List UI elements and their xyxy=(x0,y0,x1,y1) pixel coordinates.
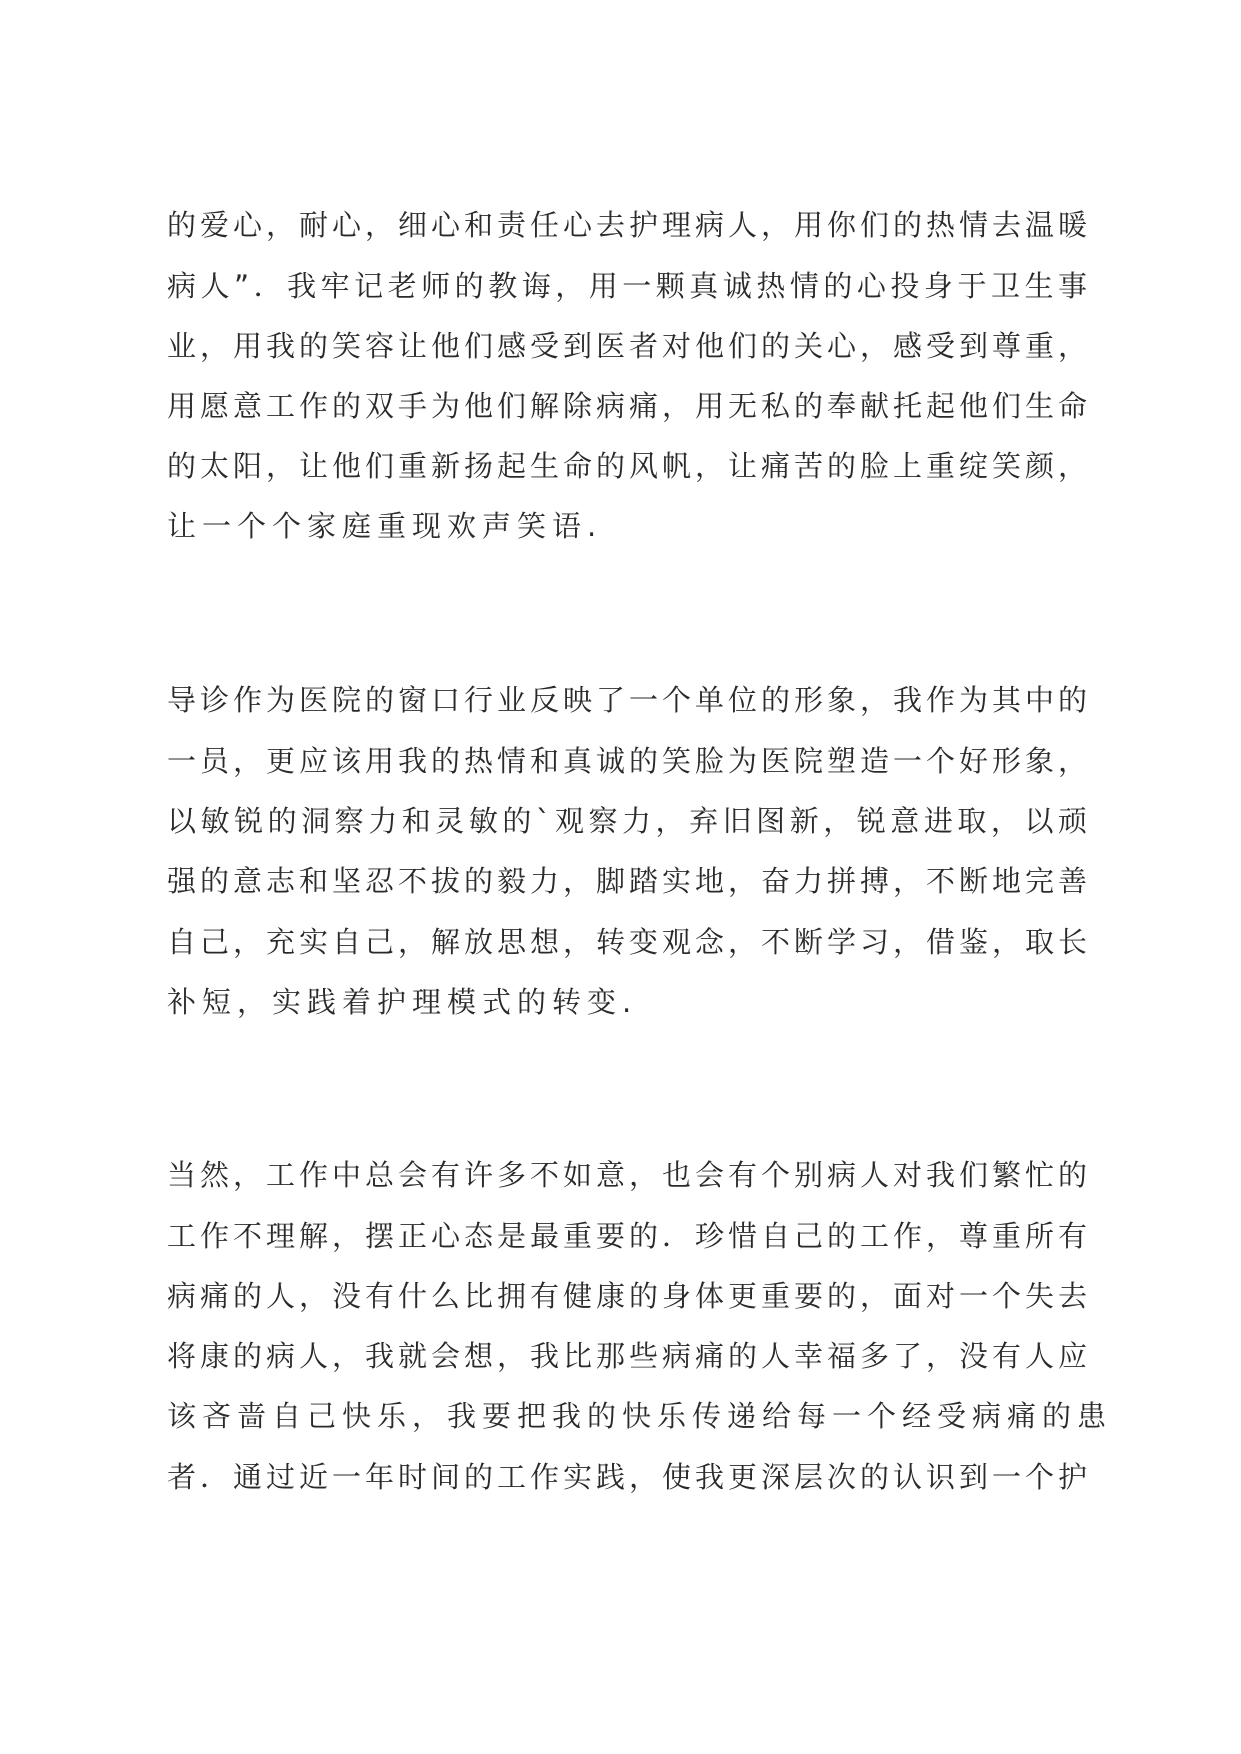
text-line: 导诊作为医院的窗口行业反映了一个单位的形象，我作为其中的 xyxy=(167,683,1087,717)
text-line: 将康的病人，我就会想，我比那些病痛的人幸福多了，没有人应 xyxy=(167,1339,1087,1373)
text-line: 让一个个家庭重现欢声笑语. xyxy=(167,509,603,543)
text-line: 一员，更应该用我的热情和真诚的笑脸为医院塑造一个好形象， xyxy=(167,744,1087,778)
text-line: 自己，充实自己，解放思想，转变观念，不断学习，借鉴，取长 xyxy=(167,925,1087,959)
text-line: 补短，实践着护理模式的转变. xyxy=(167,985,638,1019)
text-line: 者．通过近一年时间的工作实践，使我更深层次的认识到一个护 xyxy=(167,1460,1087,1494)
text-line: 强的意志和坚忍不拔的毅力，脚踏实地，奋力拼搏，不断地完善 xyxy=(167,864,1087,898)
text-line: 业，用我的笑容让他们感受到医者对他们的关心，感受到尊重， xyxy=(167,329,1087,363)
text-line: 该吝啬自己快乐，我要把我的快乐传递给每一个经受病痛的患 xyxy=(167,1399,1113,1433)
text-line: 病痛的人，没有什么比拥有健康的身体更重要的，面对一个失去 xyxy=(167,1279,1087,1313)
text-line: 病人”．我牢记老师的教诲，用一颗真诚热情的心投身于卫生事 xyxy=(167,269,1087,303)
text-line: 以敏锐的洞察力和灵敏的`观察力，弃旧图新，锐意进取，以顽 xyxy=(167,804,1087,838)
text-line: 当然，工作中总会有许多不如意，也会有个别病人对我们繁忙的 xyxy=(167,1158,1087,1192)
text-line: 的太阳，让他们重新扬起生命的风帆，让痛苦的脸上重绽笑颜， xyxy=(167,449,1087,483)
text-line: 用愿意工作的双手为他们解除病痛，用无私的奉献托起他们生命 xyxy=(167,389,1087,423)
text-line: 的爱心，耐心，细心和责任心去护理病人，用你们的热情去温暖 xyxy=(167,208,1087,242)
text-line: 工作不理解，摆正心态是最重要的．珍惜自己的工作，尊重所有 xyxy=(167,1219,1087,1253)
